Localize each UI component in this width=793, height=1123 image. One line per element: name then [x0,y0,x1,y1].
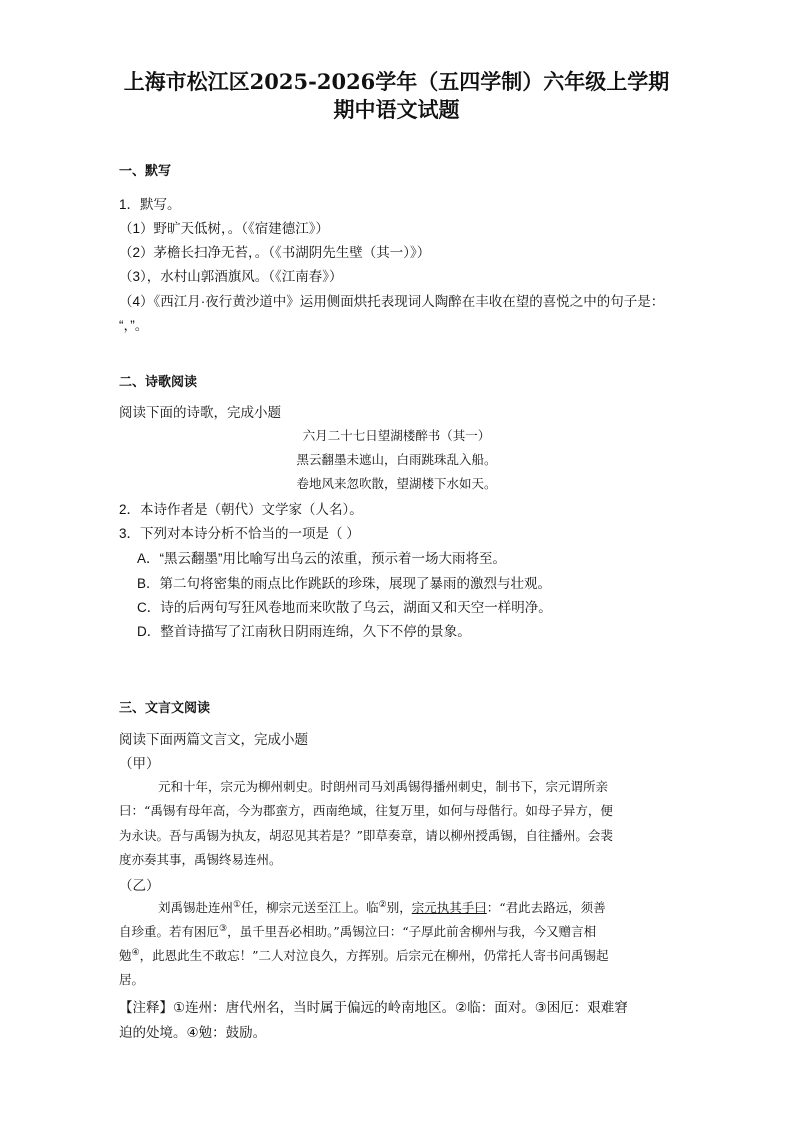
question-1-item-4: （4）《西江月·夜行黄沙道中》运用侧面烘托表现词人陶醉在丰收在望的喜悦之中的句子是： [119,294,665,309]
poem-title: 六月二十七日望湖楼醉书（其一） [302,428,491,443]
passage-b-text: 刘禹锡赴连州 [158,900,234,915]
question-3-option-b: B．第二句将密集的雨点比作跳跃的珍珠，展现了暴雨的激烈与壮观。 [137,576,552,591]
passage-b-text: 任，柳宗元送至江上。临 [241,900,379,915]
passage-a-line-1: 元和十年，宗元为柳州刺史。时朗州司马刘禹锡得播州刺史，制书下，宗元谓所亲 [158,779,609,794]
section-heading-classical: 三、文言文阅读 [119,700,211,715]
footnote-mark-2: ② [378,899,387,910]
passage-b-line-4: 居。 [119,972,145,987]
classical-intro: 阅读下面两篇文言文，完成小题 [119,732,308,747]
question-1-item-3: （3），水村山郭酒旗风。（《江南春》） [119,269,343,284]
section-heading-poetry: 二、诗歌阅读 [119,374,198,389]
footnote-mark-4: ④ [131,947,140,958]
passage-b-text: 别， [386,900,412,915]
footnote-mark-3: ③ [219,923,228,934]
question-2: 2．本诗作者是（朝代）文学家（人名）。 [119,502,363,517]
question-1-item-2: （2）茅檐长扫净无苔，。（《书湖阴先生壁（其一）》） [119,245,431,260]
question-1-item-1: （1）野旷天低树，。（《宿建德江》） [119,221,330,236]
passage-a-line-4: 度亦奏其事，禹锡终易连州。 [119,852,282,867]
passage-b-text: 自珍重。若有困厄 [119,924,220,939]
poem-line-2: 卷地风来忽吹散，望湖楼下水如天。 [296,476,497,491]
passage-b-text: ，虽千里吾必相助。”禹锡泣曰：“子厚此前舍柳州与我，今又赠言相 [227,924,597,939]
passage-a-line-2: 曰：“禹锡有母年高，今为郡蛮方，西南绝域，往复万里，如何与母偕行。如母子异方，便 [119,803,613,818]
notes-line-2: 迫的处境。④勉：鼓励。 [119,1025,267,1040]
passage-b-text: 勉 [119,948,132,963]
footnote-mark-1: ① [233,899,242,910]
passage-b-text: ，此恩此生不敢忘！”二人对泣良久，方挥别。后宗元在柳州，仍常托人寄书问禹锡起 [139,948,609,963]
notes-line-1: 【注释】①连州：唐代州名，当时属于偏远的岭南地区。②临：面对。③困厄：艰难窘 [119,1000,628,1015]
poetry-intro: 阅读下面的诗歌，完成小题 [119,405,281,420]
passage-b-line-3 [119,946,609,964]
underlined-sentence: 宗元执其手曰 [411,900,487,915]
passage-a-line-3: 为永诀。吾与禹锡为执友，胡忍见其若是？”即草奏章，请以柳州授禹锡，自往播州。会裴 [119,828,613,843]
section-heading-dictation: 一、默写 [119,163,172,178]
question-1: 1．默写。 [119,197,181,212]
question-3-option-c: C．诗的后两句写狂风卷地而来吹散了乌云，湖面又和天空一样明净。 [137,600,552,615]
page-title-line2: 期中语文试题 [333,97,460,122]
passage-b-text: ：“君此去路远，须善 [486,900,606,915]
question-3-option-a: A．“黑云翻墨”用比喻写出乌云的浓重，预示着一场大雨将至。 [137,551,506,566]
passage-a-label: （甲） [119,756,160,771]
passage-b-label: （乙） [119,878,160,893]
question-3-option-d: D．整首诗描写了江南秋日阴雨连绵，久下不停的景象。 [137,624,471,639]
question-3: 3．下列对本诗分析不恰当的一项是（ ） [119,526,360,541]
question-1-item-4-cont: “，”。 [119,318,149,333]
poem-line-1: 黑云翻墨未遮山，白雨跳珠乱入船。 [296,452,497,467]
passage-b-line-1 [158,898,606,916]
passage-b-line-2 [119,922,596,940]
page-title-line1: 上海市松江区2025-2026学年（五四学制）六年级上学期 [123,69,670,94]
